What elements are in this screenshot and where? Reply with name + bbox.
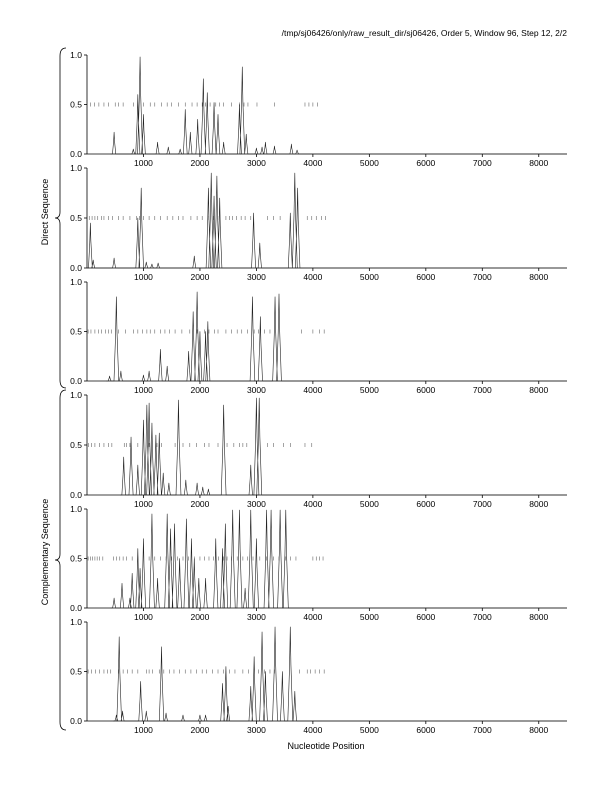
x-tick-label: 3000 xyxy=(246,499,266,509)
x-tick-label: 3000 xyxy=(246,158,266,168)
y-tick-label: 0.0 xyxy=(70,376,82,386)
panel-direct-frame-3 xyxy=(70,277,567,395)
signal-line xyxy=(113,627,567,721)
x-tick-label: 7000 xyxy=(472,272,492,282)
y-tick-label: 0.5 xyxy=(70,553,82,564)
x-tick-label: 7000 xyxy=(472,158,492,168)
y-tick-label: 1.0 xyxy=(70,390,82,400)
x-tick-label: 2000 xyxy=(190,612,210,622)
x-tick-label: 2000 xyxy=(190,725,210,735)
y-tick-label: 0.5 xyxy=(70,666,82,677)
x-tick-label: 6000 xyxy=(416,272,436,282)
x-tick-label: 5000 xyxy=(359,499,379,509)
x-tick-label: 5000 xyxy=(359,158,379,168)
y-tick-label: 1.0 xyxy=(70,504,82,514)
y-tick-label: 1.0 xyxy=(70,617,82,627)
x-tick-label: 8000 xyxy=(529,158,549,168)
x-tick-label: 1000 xyxy=(134,158,153,168)
signal-line xyxy=(120,398,567,495)
x-tick-label: 7000 xyxy=(472,725,492,735)
x-tick-label: 3000 xyxy=(246,272,266,282)
x-tick-label: 8000 xyxy=(529,725,549,735)
signal-line xyxy=(87,173,567,268)
panel-complementary-frame-2 xyxy=(70,504,567,622)
x-tick-label: 2000 xyxy=(190,385,210,395)
x-tick-label: 5000 xyxy=(359,725,379,735)
group-brackets xyxy=(55,48,66,730)
x-tick-label: 1000 xyxy=(134,499,153,509)
panel-direct-frame-1 xyxy=(70,50,567,168)
x-tick-label: 7000 xyxy=(472,612,492,622)
x-tick-label: 1000 xyxy=(134,725,153,735)
y-tick-label: 0.5 xyxy=(70,326,82,337)
x-tick-label: 4000 xyxy=(303,499,323,509)
y-tick-label: 0.5 xyxy=(70,99,82,110)
x-tick-label: 4000 xyxy=(303,272,323,282)
x-tick-label: 4000 xyxy=(303,725,323,735)
x-tick-label: 6000 xyxy=(416,385,436,395)
header-path: /tmp/sj06426/only/raw_result_dir/sj06426, Order 5, Window 96, Step 12, 2/2 xyxy=(281,28,567,38)
x-axis-label: Nucleotide Position xyxy=(287,741,365,751)
x-tick-label: 5000 xyxy=(359,385,379,395)
x-tick-label: 6000 xyxy=(416,612,436,622)
complementary-group-bracket xyxy=(55,390,66,730)
x-tick-label: 6000 xyxy=(416,158,436,168)
y-tick-label: 0.0 xyxy=(70,716,82,726)
direct-sequence-label: Direct Sequence xyxy=(40,178,50,246)
y-tick-label: 0.5 xyxy=(70,213,82,223)
x-tick-label: 1000 xyxy=(134,272,153,282)
x-tick-label: 1000 xyxy=(134,385,153,395)
x-tick-label: 5000 xyxy=(359,272,379,282)
x-tick-label: 6000 xyxy=(416,499,436,509)
signal-line xyxy=(106,292,567,381)
y-tick-label: 1.0 xyxy=(70,163,82,173)
x-tick-label: 1000 xyxy=(134,612,153,622)
x-tick-label: 6000 xyxy=(416,725,436,735)
panel-complementary-frame-3 xyxy=(70,617,567,735)
direct-group-bracket xyxy=(55,48,66,388)
x-tick-label: 3000 xyxy=(246,385,266,395)
x-tick-label: 5000 xyxy=(359,612,379,622)
signal-line xyxy=(111,57,567,154)
x-tick-label: 8000 xyxy=(529,272,549,282)
y-tick-label: 0.0 xyxy=(70,149,82,159)
x-tick-label: 8000 xyxy=(529,499,549,509)
y-tick-label: 1.0 xyxy=(70,50,82,60)
x-tick-label: 3000 xyxy=(246,725,266,735)
x-tick-label: 4000 xyxy=(303,385,323,395)
panel-complementary-frame-1 xyxy=(70,390,567,509)
signal-line xyxy=(111,510,567,608)
complementary-sequence-label: Complementary Sequence xyxy=(40,498,50,606)
x-tick-label: 2000 xyxy=(190,499,210,509)
panel-direct-frame-2 xyxy=(70,163,567,282)
x-tick-label: 8000 xyxy=(529,612,549,622)
y-tick-label: 1.0 xyxy=(70,277,82,287)
x-tick-label: 8000 xyxy=(529,385,549,395)
x-tick-label: 2000 xyxy=(190,158,210,168)
x-tick-label: 3000 xyxy=(246,612,266,622)
x-tick-label: 7000 xyxy=(472,499,492,509)
x-tick-label: 2000 xyxy=(190,272,210,282)
y-tick-label: 0.0 xyxy=(70,603,82,613)
x-tick-label: 4000 xyxy=(303,158,323,168)
y-tick-label: 0.0 xyxy=(70,263,82,273)
x-tick-label: 7000 xyxy=(472,385,492,395)
y-tick-label: 0.5 xyxy=(70,440,82,450)
panels xyxy=(70,50,567,735)
y-tick-label: 0.0 xyxy=(70,490,82,500)
x-tick-label: 4000 xyxy=(303,612,323,622)
